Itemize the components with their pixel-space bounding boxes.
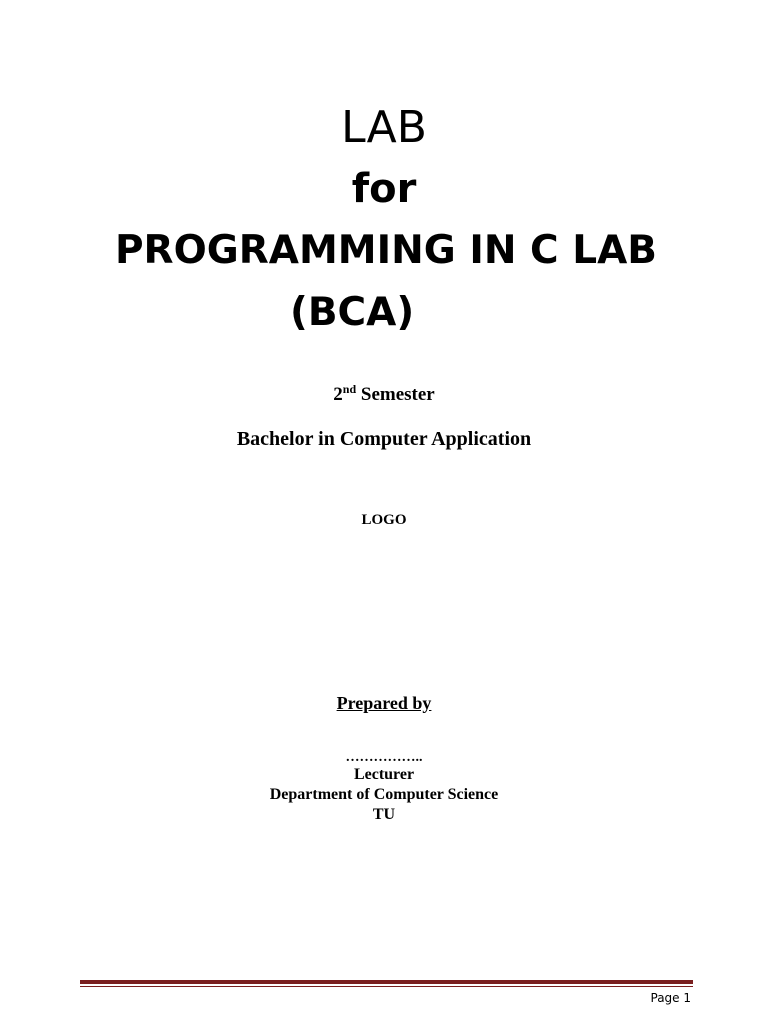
author-department: Department of Computer Science <box>269 786 499 803</box>
semester-suffix: nd <box>342 382 357 396</box>
author-institution: TU <box>372 806 396 823</box>
title-course: PROGRAMMING IN C LAB <box>114 228 658 273</box>
semester-word: Semester <box>360 384 435 405</box>
footer-rule-thin <box>80 986 693 987</box>
prepared-by-heading: Prepared by <box>336 693 432 713</box>
title-program: (BCA) <box>290 290 415 335</box>
semester-line <box>0 382 768 408</box>
degree-name: Bachelor in Computer Application <box>236 428 532 450</box>
author-name-placeholder: …………….. <box>345 750 423 765</box>
title-lab: LAB <box>341 102 427 153</box>
semester-number: 2 <box>333 384 343 405</box>
title-for: for <box>351 166 417 212</box>
page-number: Page 1 <box>650 991 691 1005</box>
footer-rule-thick <box>80 980 693 984</box>
logo-placeholder: LOGO <box>361 512 407 528</box>
author-role: Lecturer <box>353 766 415 783</box>
